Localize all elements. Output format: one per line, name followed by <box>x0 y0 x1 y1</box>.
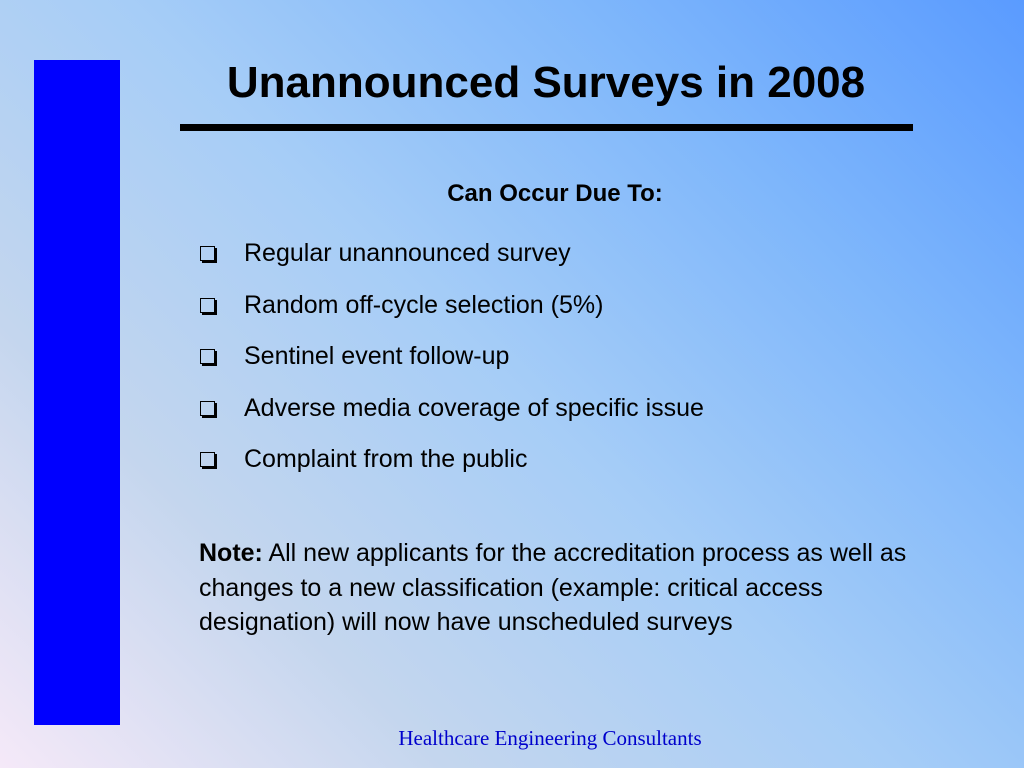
note-label: Note: <box>199 539 263 567</box>
bullet-text: Regular unannounced survey <box>244 239 571 268</box>
bullet-item <box>200 383 704 435</box>
slide-title: Unannounced Surveys in 2008 <box>226 58 866 107</box>
note-paragraph <box>199 536 919 640</box>
bullet-list <box>200 228 704 486</box>
checkbox-icon <box>200 349 215 364</box>
subheading: Can Occur Due To: <box>447 180 663 207</box>
bullet-item <box>200 280 704 332</box>
checkbox-icon <box>200 452 215 467</box>
bullet-item <box>200 228 704 280</box>
checkbox-icon <box>200 298 215 313</box>
title-underline <box>180 124 913 131</box>
bullet-text: Complaint from the public <box>244 445 528 474</box>
checkbox-icon <box>200 246 215 261</box>
bullet-item <box>200 331 704 383</box>
bullet-text: Adverse media coverage of specific issue <box>244 393 704 422</box>
note-text: All new applicants for the accreditation process as well as changes to a new classification (example: critical access designation) will now have unscheduled surveys <box>199 539 907 636</box>
checkbox-icon <box>200 401 215 416</box>
bullet-text: Random off-cycle selection (5%) <box>244 290 604 319</box>
bullet-item <box>200 434 704 486</box>
bullet-text: Sentinel event follow-up <box>244 342 510 371</box>
decorative-side-bar <box>34 60 120 725</box>
footer-company-name: Healthcare Engineering Consultants <box>398 726 702 750</box>
